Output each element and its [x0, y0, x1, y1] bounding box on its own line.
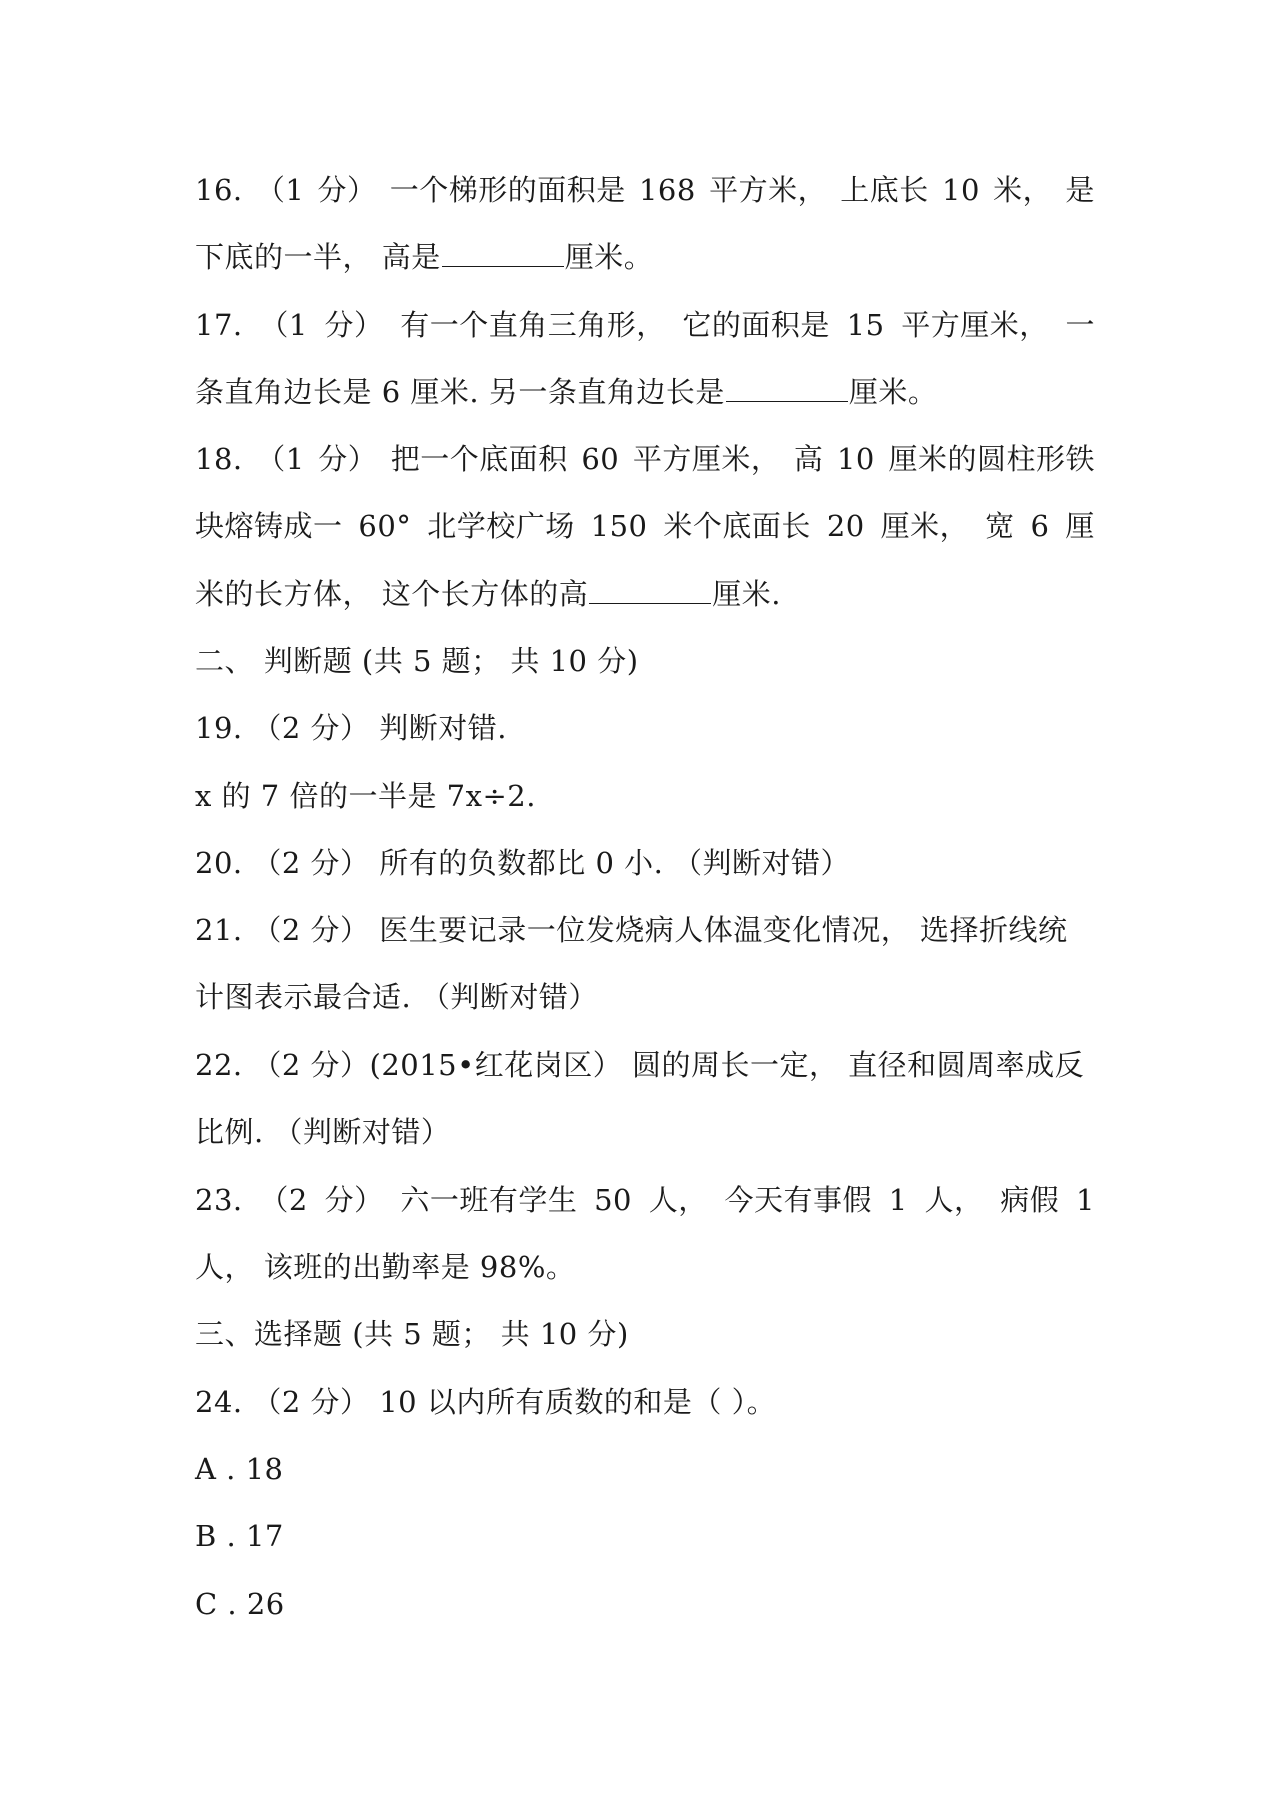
option-c: C . 26 [195, 1587, 285, 1621]
question-18-text: 6 [1030, 509, 1050, 543]
option-b: B . 17 [195, 1519, 284, 1553]
answer-blank [589, 577, 711, 604]
question-18-text: 宽 [985, 509, 1015, 543]
question-24-line-1: 24. （2 分） 10 以内所有质数的和是（ ）。 [195, 1385, 777, 1419]
question-17-text: 厘米。 [848, 375, 938, 409]
question-16-line-1 [195, 170, 1095, 210]
question-18-text: 60° [358, 509, 412, 543]
question-18-text: 60 [581, 442, 620, 476]
question-17-text: 分） [324, 308, 384, 342]
question-17-text: 有一个直角三角形， [400, 308, 666, 342]
question-16-text: 一个梯形的面积是 [389, 173, 626, 207]
question-18-line-2 [195, 506, 1095, 546]
question-18-text: 厘 [1065, 509, 1095, 543]
question-23-text: 23. [195, 1183, 243, 1217]
question-17-text: 平方厘米， [901, 308, 1049, 342]
question-23-text: 病假 [1000, 1183, 1060, 1217]
question-18-text: 块熔铸成一 [195, 509, 343, 543]
question-17-line-2 [195, 372, 1095, 412]
question-17-line-1 [195, 305, 1095, 345]
question-16-text: 上底长 [840, 173, 929, 207]
question-23-text: 人， [924, 1183, 984, 1217]
question-18-text: （1 [256, 442, 305, 476]
answer-blank [442, 240, 564, 267]
question-18-text: 150 [590, 509, 648, 543]
question-17-text: 17. [195, 308, 243, 342]
question-16-text: 下底的一半， 高是 [195, 240, 441, 274]
question-18-text: 10 [836, 442, 875, 476]
question-19-line-1: 19. （2 分） 判断对错. [195, 711, 507, 745]
question-23-text: （2 [259, 1183, 308, 1217]
question-16-text: 米， [993, 173, 1053, 207]
question-18-text: 厘米， [880, 509, 970, 543]
question-16-text: 10 [942, 173, 980, 207]
question-20-line-1: 20. （2 分） 所有的负数都比 0 小. （判断对错） [195, 846, 851, 880]
question-18-text: 把一个底面积 [390, 442, 568, 476]
question-18-text: 20 [826, 509, 865, 543]
question-17-text: 15 [846, 308, 885, 342]
option-a: A . 18 [195, 1452, 284, 1486]
question-23-text: 1 [888, 1183, 908, 1217]
question-18-text: 米个底面长 [663, 509, 811, 543]
question-18-text: 米的长方体， 这个长方体的高 [195, 577, 589, 611]
question-23-line-2: 人， 该班的出勤率是 98%。 [195, 1250, 576, 1284]
question-17-text: 它的面积是 [682, 308, 830, 342]
question-22-line-1: 22. （2 分）(2015•红花岗区） 圆的周长一定， 直径和圆周率成反 [195, 1048, 1085, 1082]
question-19-line-2: x 的 7 倍的一半是 7x÷2. [195, 779, 536, 813]
question-18-text: 平方厘米， [632, 442, 781, 476]
question-22-line-2: 比例. （判断对错） [195, 1115, 451, 1149]
question-18-text: 高 [793, 442, 824, 476]
question-21-line-1: 21. （2 分） 医生要记录一位发烧病人体温变化情况， 选择折线统 [195, 913, 1068, 947]
question-18-text: 北学校广场 [427, 509, 575, 543]
question-23-text: 50 [594, 1183, 633, 1217]
question-16-line-2 [195, 237, 1095, 277]
question-23-text: 分） [324, 1183, 384, 1217]
question-16-text: 平方米， [709, 173, 828, 207]
question-18-line-3 [195, 574, 1095, 614]
question-23-text: 人， [648, 1183, 708, 1217]
question-21-line-2: 计图表示最合适. （判断对错） [195, 980, 598, 1014]
question-17-text: 条直角边长是 6 厘米. 另一条直角边长是 [195, 375, 725, 409]
question-23-text: 今天有事假 [724, 1183, 873, 1217]
question-18-text: 分） [318, 442, 378, 476]
question-23-line-1 [195, 1180, 1095, 1220]
question-16-text: （1 [255, 173, 305, 207]
answer-blank [726, 375, 848, 402]
question-23-text: 六一班有学生 [400, 1183, 578, 1217]
question-23-text: 1 [1076, 1183, 1095, 1217]
question-17-text: （1 [259, 308, 308, 342]
question-16-text: 168 [638, 173, 696, 207]
question-18-line-1 [195, 439, 1095, 479]
question-18-text: 厘米的圆柱形铁 [888, 442, 1095, 476]
question-18-text: 18. [195, 442, 243, 476]
question-16-text: 16. [195, 173, 243, 207]
question-18-text: 厘米. [712, 577, 781, 611]
section-3-title: 三、选择题 (共 5 题； 共 10 分) [195, 1317, 629, 1351]
question-16-text: 分） [317, 173, 377, 207]
question-16-text: 厘米。 [564, 240, 654, 274]
section-2-title: 二、 判断题 (共 5 题； 共 10 分) [195, 644, 639, 678]
question-16-text: 是 [1065, 173, 1095, 207]
question-17-text: 一 [1065, 308, 1095, 342]
